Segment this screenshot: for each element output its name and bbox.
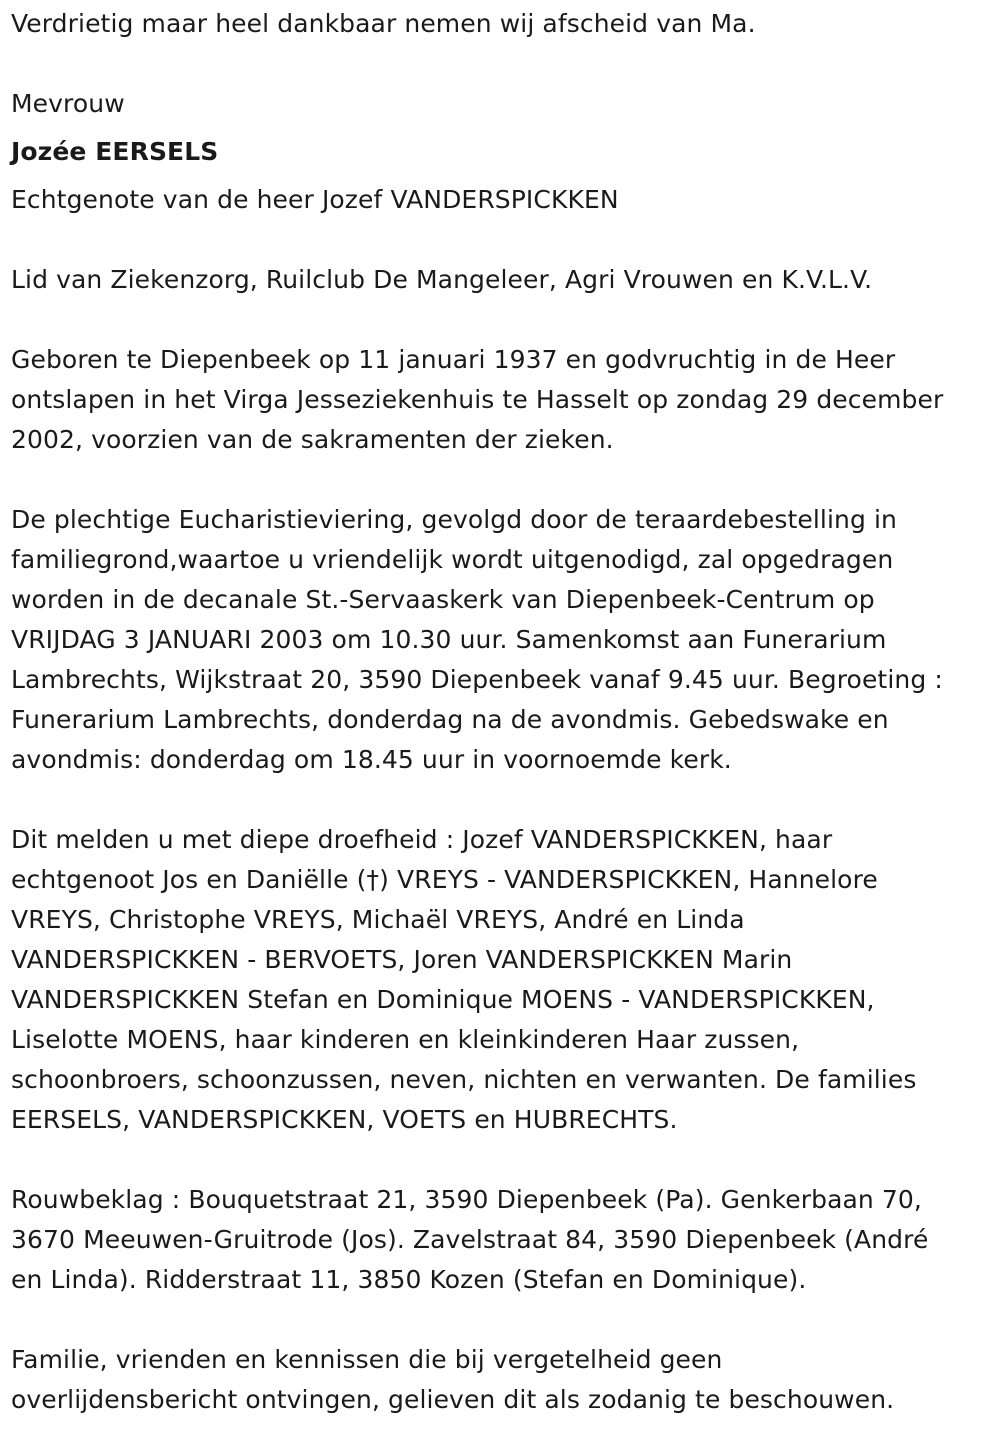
paragraph-line: avondmis: donderdag om 18.45 uur in voornoemde kerk. [11,745,732,774]
paragraph-line: Liselotte MOENS, haar kinderen en kleinkinderen Haar zussen, [11,1025,800,1054]
paragraph-line: Rouwbeklag : Bouquetstraat 21, 3590 Diepenbeek (Pa). Genkerbaan 70, [11,1185,922,1214]
paragraph-line: VRIJDAG 3 JANUARI 2003 om 10.30 uur. Samenkomst aan Funerarium [11,625,887,654]
spacer [11,220,996,260]
paragraph-line: ontslapen in het Virga Jesseziekenhuis te Hasselt op zondag 29 december [11,385,944,414]
paragraph-line: worden in de decanale St.-Servaaskerk van Diepenbeek-Centrum op [11,585,875,614]
paragraph-line: VANDERSPICKKEN Stefan en Dominique MOENS - VANDERSPICKKEN, [11,985,875,1014]
ceremony-paragraph [11,500,996,780]
spacer [11,172,996,180]
paragraph-line: Geboren te Diepenbeek op 11 januari 1937 en godvruchtig in de Heer [11,345,896,374]
paragraph-line: en Linda). Ridderstraat 11, 3850 Kozen (Stefan en Dominique). [11,1265,807,1294]
paragraph-line: VREYS, Christophe VREYS, Michaël VREYS, André en Linda [11,905,745,934]
spouse-line: Echtgenote van de heer Jozef VANDERSPICKKEN [11,185,619,214]
spacer [11,124,996,132]
paragraph-line: Funerarium Lambrechts, donderdag na de avondmis. Gebedswake en [11,705,889,734]
spacer [11,300,996,340]
paragraph-line: Dit melden u met diepe droefheid : Jozef VANDERSPICKKEN, haar [11,825,833,854]
paragraph-line: Lambrechts, Wijkstraat 20, 3590 Diepenbeek vanaf 9.45 uur. Begroeting : [11,665,943,694]
spacer [11,1300,996,1340]
closing-paragraph [11,1340,996,1420]
paragraph-line: overlijdensbericht ontvingen, gelieven dit als zodanig te beschouwen. [11,1385,895,1414]
paragraph-line: schoonbroers, schoonzussen, neven, nichten en verwanten. De families [11,1065,917,1094]
paragraph-line: familiegrond,waartoe u vriendelijk wordt uitgenodigd, zal opgedragen [11,545,894,574]
paragraph-line: Familie, vrienden en kennissen die bij vergetelheid geen [11,1345,723,1374]
spacer [11,1140,996,1180]
paragraph-line: EERSELS, VANDERSPICKKEN, VOETS en HUBRECHTS. [11,1105,678,1134]
paragraph-line: VANDERSPICKKEN - BERVOETS, Joren VANDERSPICKKEN Marin [11,945,793,974]
paragraph-line: De plechtige Eucharistieviering, gevolgd door de teraardebestelling in [11,505,897,534]
salutation: Mevrouw [11,89,125,118]
obituary-document [11,4,996,1420]
spacer [11,44,996,84]
intro-text: Verdrietig maar heel dankbaar nemen wij afscheid van Ma. [11,9,756,38]
paragraph-line: 2002, voorzien van de sakramenten der zieken. [11,425,614,454]
paragraph-line: 3670 Meeuwen-Gruitrode (Jos). Zavelstraat 84, 3590 Diepenbeek (André [11,1225,929,1254]
condolences-paragraph [11,1180,996,1300]
paragraph-line: echtgenoot Jos en Daniëlle (†) VREYS - VANDERSPICKKEN, Hannelore [11,865,878,894]
spacer [11,780,996,820]
deceased-name: Jozée EERSELS [11,137,219,166]
family-paragraph [11,820,996,1140]
birth-death-paragraph [11,340,996,460]
membership-text: Lid van Ziekenzorg, Ruilclub De Mangeleer, Agri Vrouwen en K.V.L.V. [11,265,873,294]
spacer [11,460,996,500]
